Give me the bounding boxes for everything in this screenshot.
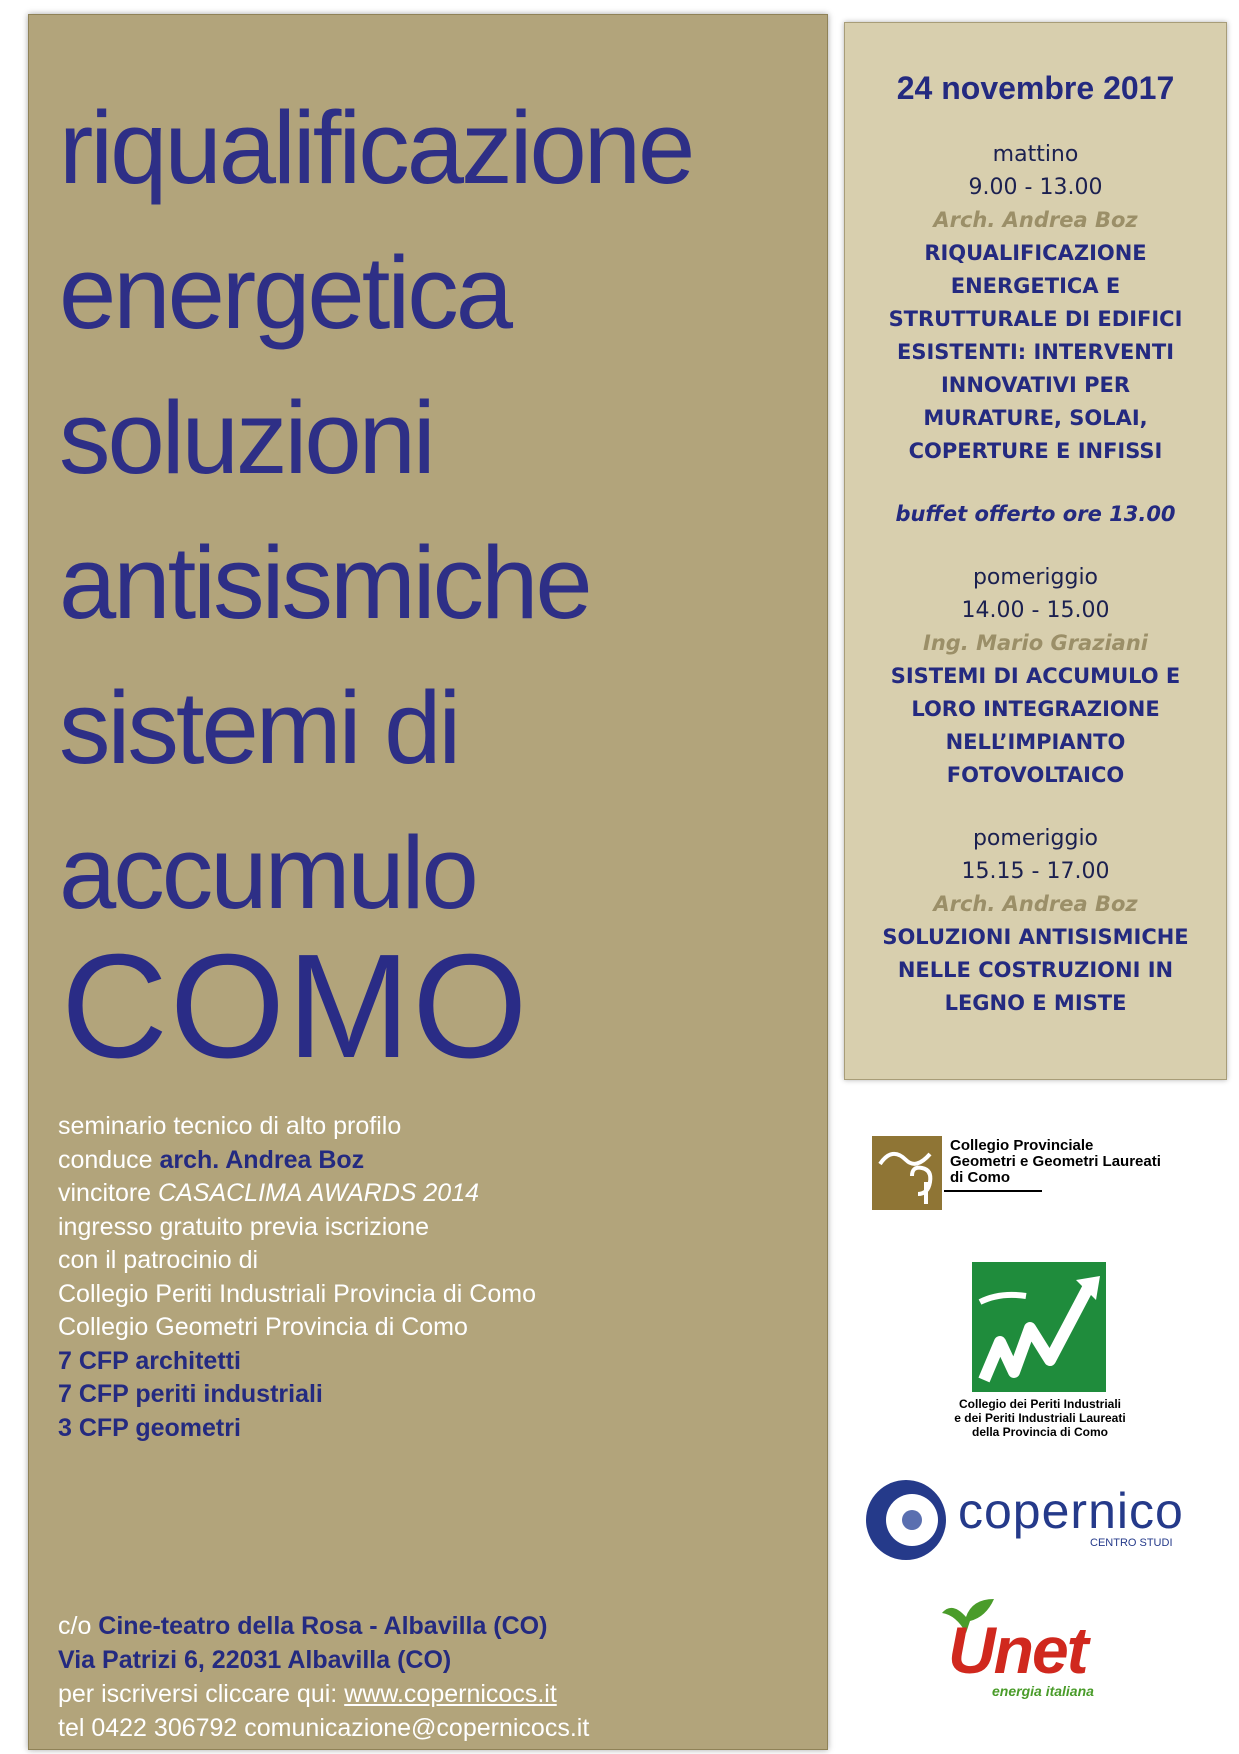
headline-line: sistemi di: [59, 670, 459, 785]
copernico-logo-mark: [862, 1475, 952, 1565]
session-afternoon-2: [845, 822, 1226, 1020]
session-afternoon-1: [845, 561, 1226, 792]
geometri-line: di Como: [950, 1169, 1010, 1186]
periti-logo: [930, 1262, 1150, 1442]
venue-info: [58, 1609, 818, 1745]
session-title: SOLUZIONI ANTISISMICHE NELLE COSTRUZIONI IN LEGNO E MISTE: [882, 925, 1189, 1015]
venue-prefix: c/o: [58, 1612, 99, 1640]
geometri-logo: [872, 1136, 1202, 1210]
register-line: [58, 1677, 818, 1711]
periti-logo-mark: [930, 1262, 1150, 1392]
session-label: pomeriggio: [972, 565, 1099, 590]
info-line: Collegio Geometri Provincia di Como: [58, 1313, 468, 1341]
session-speaker: Arch. Andrea Boz: [933, 208, 1138, 232]
info-line: [58, 1177, 818, 1211]
headline: [59, 75, 819, 945]
periti-text: [930, 1397, 1150, 1439]
copernico-logo: [862, 1475, 1202, 1565]
cfp-line: 3 CFP geometri: [58, 1413, 241, 1442]
headline-line: riqualificazione: [59, 90, 693, 205]
session-morning: [845, 138, 1226, 468]
info-line: ingresso gratuito previa iscrizione: [58, 1212, 430, 1241]
geometri-line: Geometri e Geometri Laureati: [950, 1153, 1161, 1170]
register-link[interactable]: www.copernicocs.it: [344, 1680, 557, 1708]
seminar-info: [58, 1110, 818, 1445]
info-prefix: conduce: [58, 1145, 160, 1174]
program-panel: [844, 22, 1227, 1080]
info-line: con il patrocinio di: [58, 1246, 259, 1274]
cfp-line: 7 CFP periti industriali: [58, 1380, 323, 1408]
unet-name: Unet: [948, 1613, 1087, 1687]
headline-line: accumulo: [59, 815, 476, 930]
session-time: 15.15 - 17.00: [961, 859, 1110, 884]
info-line: Collegio Periti Industriali Provincia di Como: [58, 1279, 536, 1308]
headline-line: soluzioni: [59, 380, 433, 495]
session-time: 14.00 - 15.00: [961, 598, 1110, 623]
left-panel: [28, 14, 828, 1750]
headline-line: antisismiche: [59, 525, 590, 640]
register-text: per iscriversi cliccare qui:: [58, 1680, 345, 1708]
headline-line: energetica: [59, 235, 511, 350]
copernico-sub: CENTRO STUDI: [1090, 1537, 1173, 1549]
periti-line: della Provincia di Como: [971, 1425, 1109, 1439]
contact-line: tel 0422 306792 comunicazione@copernicocs.it: [58, 1714, 590, 1742]
periti-line: Collegio dei Periti Industriali: [958, 1397, 1122, 1411]
event-date: 24 novembre 2017: [896, 70, 1175, 106]
speaker-name: arch. Andrea Boz: [159, 1145, 365, 1174]
periti-line: e dei Periti Industriali Laureati: [954, 1411, 1126, 1425]
session-time: 9.00 - 13.00: [968, 175, 1103, 200]
buffet-note: buffet offerto ore 13.00: [895, 502, 1176, 526]
info-line: seminario tecnico di alto profilo: [58, 1112, 402, 1140]
unet-logo: [928, 1595, 1148, 1705]
session-speaker: Ing. Mario Graziani: [923, 631, 1148, 655]
session-label: mattino: [992, 142, 1079, 167]
geometri-line: Collegio Provinciale: [950, 1137, 1094, 1154]
session-title: SISTEMI DI ACCUMULO E LORO INTEGRAZIONE NELL’IMPIANTO FOTOVOLTAICO: [890, 664, 1181, 787]
geometri-text: [950, 1138, 1161, 1186]
session-speaker: Arch. Andrea Boz: [933, 892, 1138, 916]
venue-line: [58, 1609, 818, 1643]
info-prefix: vincitore: [58, 1179, 159, 1207]
venue-address: Via Patrizi 6, 22031 Albavilla (CO): [58, 1646, 452, 1674]
city-title: COMO: [61, 924, 530, 1089]
venue-place: Cine-teatro della Rosa - Albavilla (CO): [98, 1612, 548, 1640]
cfp-line: 7 CFP architetti: [58, 1346, 241, 1375]
info-line: [58, 1144, 818, 1178]
session-label: pomeriggio: [972, 826, 1099, 851]
unet-sub: energia italiana: [992, 1683, 1094, 1699]
award-name: CASACLIMA AWARDS 2014: [158, 1179, 480, 1207]
copernico-name: copernico: [958, 1483, 1184, 1539]
session-title: RIQUALIFICAZIONE ENERGETICA E STRUTTURALE DI EDIFICI ESISTENTI: INTERVENTI INNOVATIVI PER MURATURE, SOLAI, COPERTURE E INFISSI: [888, 241, 1183, 463]
